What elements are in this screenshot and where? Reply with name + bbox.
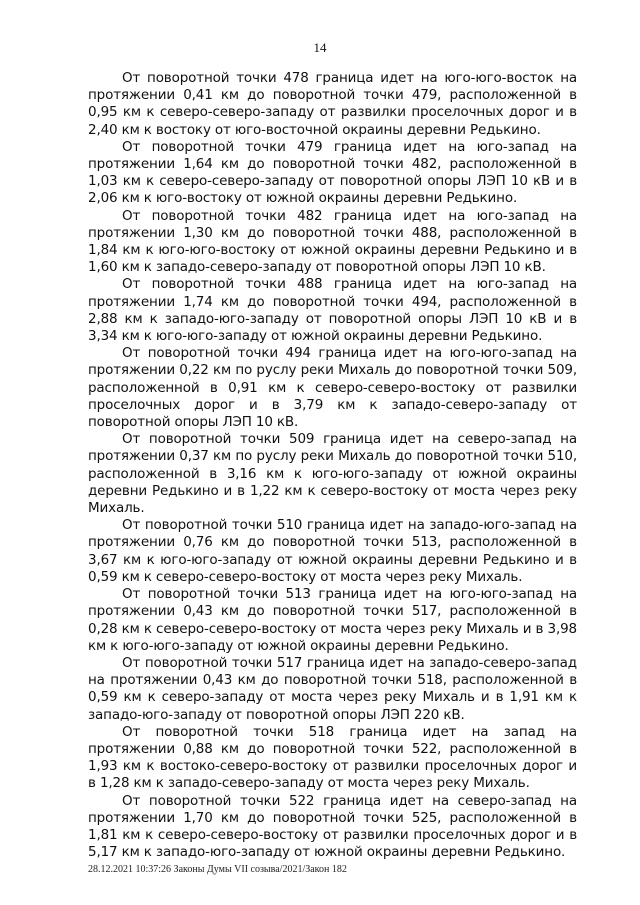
paragraph: От поворотной точки 494 граница идет на юго-юго-запад на протяжении 0,22 км по руслу реки Михаль до поворотной точки 509, расположенной в 0,91 км к северо-северо-востоку от развилки проселочных дорог и в 3,79 км к западо-северо-западу от поворотной опоры ЛЭП 10 кВ.: [88, 345, 577, 431]
document-footer: 28.12.2021 10:37:26 Законы Думы VII созыва/2021/Закон 182: [88, 864, 347, 875]
paragraph: От поворотной точки 488 граница идет на юго-запад на протяжении 1,74 км до поворотной точки 494, расположенной в 2,88 км к западо-юго-западу от поворотной опоры ЛЭП 10 кВ и в 3,34 км к юго-юго-западу от южной окраины деревни Редькино.: [88, 276, 577, 345]
paragraph: От поворотной точки 478 граница идет на юго-юго-восток на протяжении 0,41 км до поворотной точки 479, расположенной в 0,95 км к северо-северо-западу от развилки проселочных дорог и в 2,40 км к востоку от юго-восточной окраины деревни Редькино.: [88, 70, 577, 138]
paragraph: От поворотной точки 522 граница идет на северо-запад на протяжении 1,70 км до поворотной точки 525, расположенной в 1,81 км к северо-северо-востоку от развилки проселочных дорог и в 5,17 км к западо-юго-западу от южной окраины деревни Редькино.: [88, 792, 577, 861]
paragraph: От поворотной точки 510 граница идет на западо-юго-запад на протяжении 0,76 км до поворотной точки 513, расположенной в 3,67 км к юго-юго-западу от южной окраины деревни Редькино и в 0,59 км к северо-северо-востоку от моста через реку Михаль.: [88, 517, 577, 585]
paragraph: От поворотной точки 517 граница идет на западо-северо-запад на протяжении 0,43 км до поворотной точки 518, расположенной в 0,59 км к северо-западу от моста через реку Михаль и в 1,91 км к западо-юго-западу от поворотной опоры ЛЭП 220 кВ.: [88, 654, 577, 723]
paragraph: От поворотной точки 482 граница идет на юго-запад на протяжении 1,30 км до поворотной точки 488, расположенной в 1,84 км к юго-юго-востоку от южной окраины деревни Редькино и в 1,60 км к западо-северо-западу от поворотной опоры ЛЭП 10 кВ.: [88, 207, 577, 276]
paragraph: От поворотной точки 513 граница идет на юго-юго-запад на протяжении 0,43 км до поворотной точки 517, расположенной в 0,28 км к северо-северо-востоку от моста через реку Михаль и в 3,98 км к юго-юго-западу от южной окраины деревни Редькино.: [88, 586, 577, 654]
paragraph: От поворотной точки 479 граница идет на юго-запад на протяжении 1,64 км до поворотной точки 482, расположенной в 1,03 км к северо-северо-западу от поворотной опоры ЛЭП 10 кВ и в 2,06 км к юго-востоку от южной окраины деревни Редькино.: [88, 138, 577, 207]
page-number: 14: [313, 40, 327, 55]
document-body: [88, 70, 577, 861]
paragraph: От поворотной точки 509 граница идет на северо-запад на протяжении 0,37 км по руслу реки Михаль до поворотной точки 510, расположенной в 3,16 км к юго-юго-западу от южной окраины деревни Редькино и в 1,22 км к северо-востоку от моста через реку Михаль.: [88, 431, 577, 517]
paragraph: От поворотной точки 518 граница идет на запад на протяжении 0,88 км до поворотной точки 522, расположенной в 1,93 км к востоко-северо-востоку от развилки проселочных дорог и в 1,28 км к западо-северо-западу от моста через реку Михаль.: [88, 723, 577, 792]
